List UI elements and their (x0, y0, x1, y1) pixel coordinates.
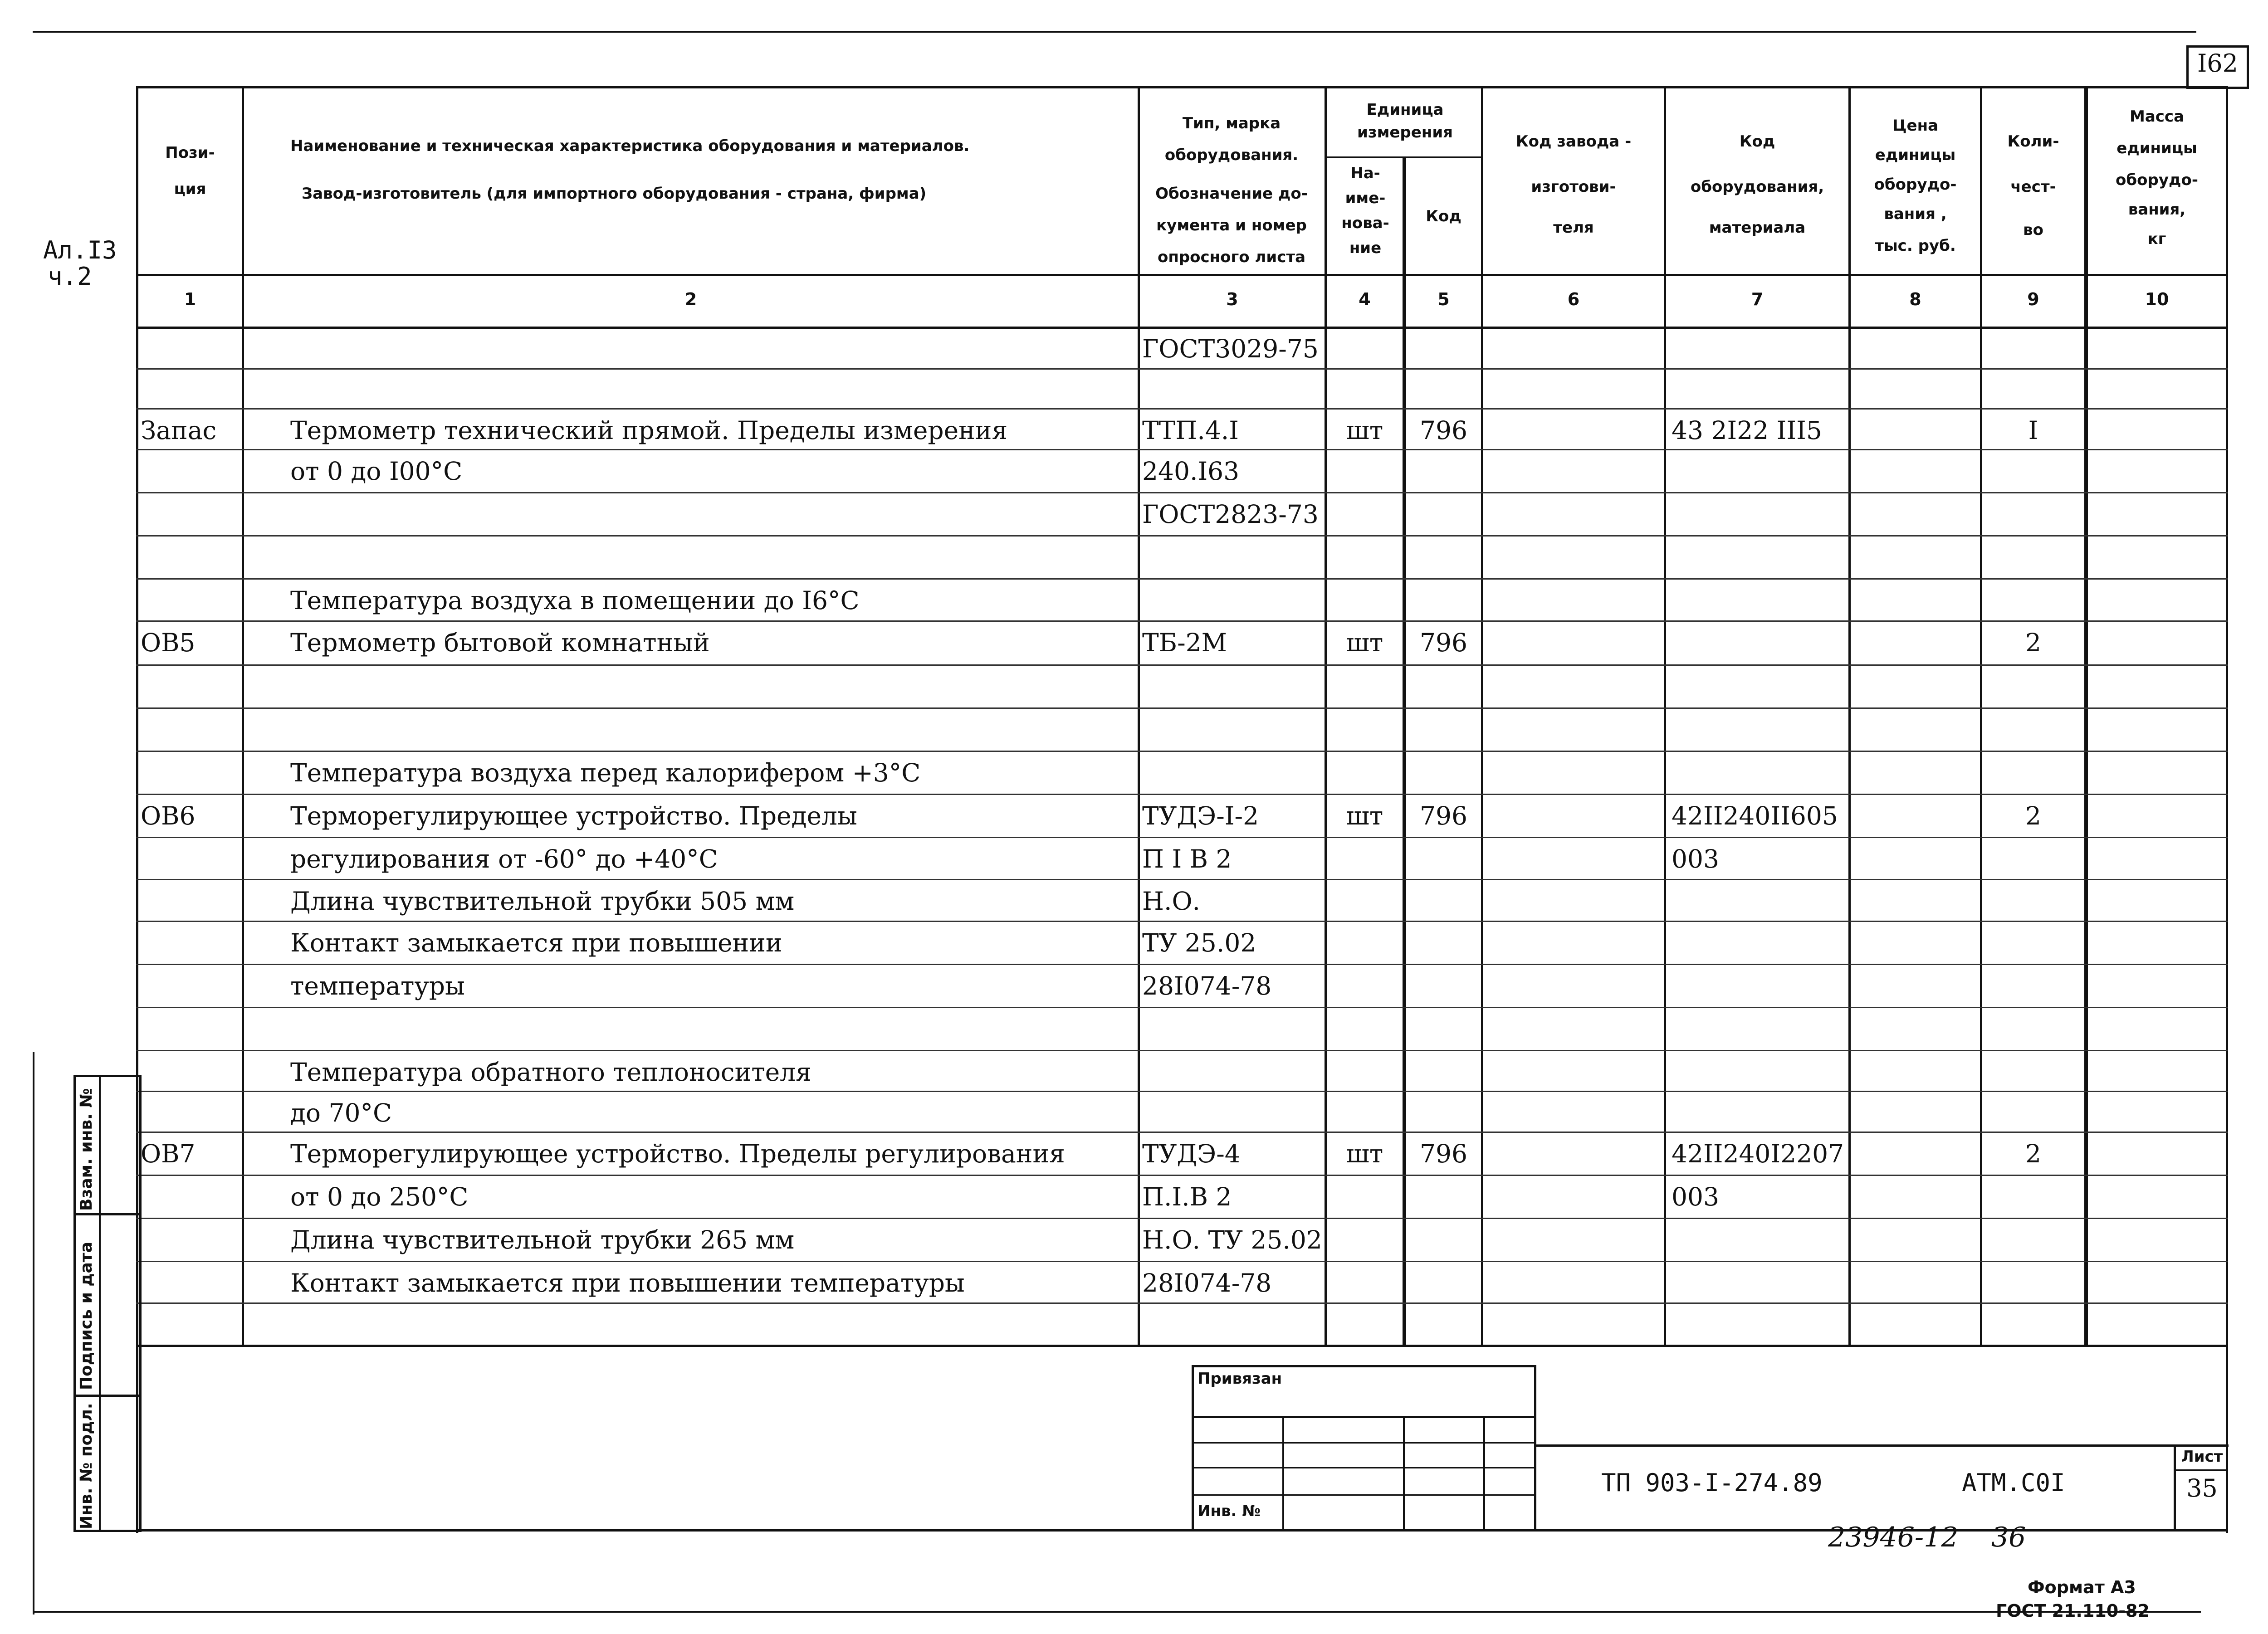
side-label-podpis: Подпись и дата (77, 1242, 96, 1390)
cell-equipment-code: 43 2I22 III5 (1672, 416, 1822, 445)
header-col3-line4: кумента и номер (1156, 216, 1307, 234)
side-stamp-divider (99, 1075, 101, 1532)
format-label: Формат А3 (2028, 1577, 2136, 1597)
margin-label-line1: Ал.I3 (43, 236, 117, 264)
header-col8-line4: вания , (1884, 205, 1947, 223)
cell-type: 240.I63 (1142, 457, 1240, 486)
unit-group-divider (1325, 156, 1483, 158)
cell-unit-code: 796 (1420, 801, 1467, 830)
cell-name: от 0 до I00°C (290, 457, 463, 486)
cell-name: Температура воздуха перед калорифером +3°C (290, 758, 921, 787)
header-col9-line3: во (2023, 221, 2043, 239)
row-separator (136, 879, 2228, 880)
cell-name: Температура обратного теплоносителя (290, 1058, 811, 1087)
cell-unit-code: 796 (1420, 1139, 1467, 1168)
header-col6-line1: Код завода - (1515, 132, 1632, 151)
header-col9-line1: Коли- (2007, 132, 2059, 151)
header-col10-line3: оборудо- (2116, 171, 2198, 189)
header-col8-line5: тыс. руб. (1875, 237, 1956, 255)
cell-position: Запас (141, 416, 217, 445)
cell-type: ТБ-2М (1142, 628, 1227, 657)
row-separator (136, 707, 2228, 709)
header-col6-line3: теля (1553, 219, 1594, 237)
cell-type: 28I074-78 (1142, 971, 1272, 1000)
cell-unit: шт (1346, 416, 1383, 445)
cell-unit: шт (1346, 628, 1383, 657)
row-separator (136, 921, 2228, 922)
cell-equipment-code: 003 (1672, 844, 1719, 873)
header-col4-line4: ние (1349, 239, 1382, 257)
cell-type: ТУ 25.02 (1142, 928, 1256, 957)
row-separator (136, 620, 2228, 622)
list-label: Лист (2181, 1448, 2223, 1466)
cell-equipment-code: 42II240I2207 (1672, 1139, 1844, 1168)
colnum-10: 10 (2145, 289, 2169, 309)
side-label-inv-podl: Инв. № подл. (77, 1403, 96, 1529)
left-outer-border (33, 1052, 34, 1614)
row-separator (136, 535, 2228, 537)
colnum-2: 2 (684, 289, 697, 309)
colnum-bottom-border (136, 327, 2228, 329)
row-separator (136, 1302, 2228, 1304)
row-separator (136, 1175, 2228, 1176)
header-unit-line1: Единица (1366, 101, 1444, 119)
header-col7-line2: оборудования, (1690, 178, 1824, 196)
row-separator (136, 1261, 2228, 1262)
header-unit-line2: измерения (1357, 123, 1453, 141)
cell-equipment-code: 42II240II605 (1672, 801, 1838, 830)
row-separator (136, 368, 2228, 370)
cell-quantity: 2 (2025, 1139, 2041, 1168)
colnum-3: 3 (1226, 289, 1238, 309)
row-separator (136, 794, 2228, 795)
col-sep-2 (1138, 86, 1140, 1347)
cell-quantity: 2 (2025, 628, 2041, 657)
cell-unit-code: 796 (1420, 628, 1467, 657)
cell-equipment-code: 003 (1672, 1182, 1719, 1211)
privyazan-col-2 (1403, 1416, 1405, 1532)
table-top-border (136, 86, 2228, 88)
colnum-1: 1 (184, 289, 196, 309)
cell-name: Терморегулирующее устройство. Пределы (290, 801, 857, 830)
header-col10-line1: Масса (2129, 107, 2185, 126)
header-col3-line5: опросного листа (1157, 248, 1306, 266)
row-separator (136, 1218, 2228, 1219)
doc-code: ТП 903-I-274.89 (1601, 1468, 1823, 1497)
row-separator (136, 964, 2228, 965)
colnum-9: 9 (2027, 289, 2039, 309)
table-bottom-border (136, 1345, 2228, 1347)
gost-label: ГОСТ 21.110-82 (1996, 1601, 2150, 1619)
row-separator (136, 492, 2228, 493)
header-col8-line1: Цена (1892, 117, 1939, 135)
cell-type: ТУДЭ-I-2 (1142, 801, 1259, 830)
colnum-6: 6 (1567, 289, 1580, 309)
cell-unit-code: 796 (1420, 416, 1467, 445)
cell-unit: шт (1346, 801, 1383, 830)
privyazan-col-3 (1483, 1416, 1485, 1532)
header-col10-line4: вания, (2128, 200, 2186, 219)
handwritten-archive-number: 23946-12 (1828, 1522, 1959, 1553)
cell-name: Термометр технический прямой. Пределы измерения (290, 416, 1008, 445)
list-box-divider (2174, 1469, 2228, 1471)
cell-name: Контакт замыкается при повышении (290, 928, 782, 957)
header-col3-line3: Обозначение до- (1155, 185, 1308, 203)
cell-name: Термометр бытовой комнатный (290, 628, 710, 657)
doc-mark: АТМ.С0I (1962, 1468, 2065, 1497)
cell-type: ТУДЭ-4 (1142, 1139, 1241, 1168)
cell-type: ГОСТ3029-75 (1142, 334, 1319, 363)
margin-label-line2: ч.2 (48, 262, 92, 291)
header-col2-line1: Наименование и техническая характеристика оборудования и материалов. (290, 137, 970, 155)
colnum-8: 8 (1909, 289, 1921, 309)
handwritten-page-number: 36 (1991, 1522, 2026, 1553)
row-separator (136, 578, 2228, 580)
col-sep-9 (2084, 86, 2088, 1347)
col-sep-5 (1481, 86, 1483, 1347)
bottom-outer-border (33, 1611, 2201, 1613)
cell-name: до 70°C (290, 1098, 392, 1127)
cell-name: Контакт замыкается при повышении температуры (290, 1268, 965, 1297)
top-border (33, 31, 2196, 33)
side-stamp-sep-1 (73, 1213, 142, 1215)
col-sep-6 (1664, 86, 1666, 1347)
row-separator (136, 408, 2228, 410)
cell-type: П I В 2 (1142, 844, 1232, 873)
cell-type: Н.О. (1142, 887, 1201, 916)
header-col6-line2: изготови- (1531, 178, 1616, 196)
row-separator (136, 1050, 2228, 1051)
header-col8-line3: оборудо- (1874, 176, 1957, 194)
cell-type: Н.О. ТУ 25.02 (1142, 1225, 1322, 1254)
cell-type: 28I074-78 (1142, 1268, 1272, 1297)
side-label-vzam: Взам. инв. № (77, 1088, 96, 1211)
row-separator (136, 449, 2228, 450)
privyazan-label: Привязан (1198, 1370, 1282, 1388)
row-separator (136, 751, 2228, 752)
header-col3-line2: оборудования. (1164, 146, 1299, 164)
inv-no-label: Инв. № (1198, 1502, 1261, 1520)
header-col1-line2: ция (174, 180, 206, 198)
row-separator (136, 1091, 2228, 1092)
cell-position: ОВ6 (141, 801, 196, 830)
header-bottom-border (136, 274, 2228, 276)
header-col10-line5: кг (2147, 230, 2166, 248)
cell-name: Температура воздуха в помещении до I6°C (290, 586, 860, 615)
cell-type: ТТП.4.I (1142, 416, 1239, 445)
col-sep-1 (242, 86, 244, 1347)
sheet-number: I62 (2197, 49, 2239, 78)
header-col3-line1: Тип, марка (1182, 114, 1281, 132)
header-col5: Код (1426, 207, 1461, 225)
side-stamp-sep-2 (73, 1395, 142, 1397)
header-col4-line1: На- (1350, 164, 1380, 182)
cell-name: от 0 до 250°C (290, 1182, 469, 1211)
colnum-4: 4 (1359, 289, 1371, 309)
cell-name: температуры (290, 971, 465, 1000)
cell-position: ОВ7 (141, 1139, 196, 1168)
header-col10-line2: единицы (2116, 139, 2197, 157)
header-col8-line2: единицы (1875, 146, 1956, 164)
cell-type: ГОСТ2823-73 (1142, 500, 1319, 529)
col-sep-7 (1848, 86, 1851, 1347)
cell-quantity: I (2028, 416, 2038, 445)
cell-type: П.I.В 2 (1142, 1182, 1232, 1211)
row-separator (136, 664, 2228, 666)
row-separator (136, 837, 2228, 838)
row-separator (136, 1132, 2228, 1133)
colnum-5: 5 (1437, 289, 1450, 309)
colnum-7: 7 (1751, 289, 1764, 309)
stamp-title-top-line (1535, 1444, 2229, 1447)
cell-name: Длина чувствительной трубки 505 мм (290, 887, 795, 916)
cell-quantity: 2 (2025, 801, 2041, 830)
header-col7-line3: материала (1709, 219, 1806, 237)
cell-name: Терморегулирующее устройство. Пределы регулирования (290, 1139, 1065, 1168)
header-col4-line3: нова- (1341, 214, 1389, 232)
cell-name: регулирования от -60° до +40°C (290, 844, 718, 873)
table-right-border (2226, 86, 2228, 1533)
row-separator (136, 1007, 2228, 1008)
header-col9-line2: чест- (2010, 178, 2056, 196)
privyazan-col-1 (1282, 1416, 1284, 1532)
cell-name: Длина чувствительной трубки 265 мм (290, 1225, 795, 1254)
cell-unit: шт (1346, 1139, 1383, 1168)
cell-position: ОВ5 (141, 628, 196, 657)
header-col7-line1: Код (1739, 132, 1775, 151)
header-col2-line2: Завод-изготовитель (для импортного оборудования - страна, фирма) (302, 185, 927, 203)
list-number: 35 (2186, 1474, 2218, 1502)
header-col1-line1: Пози- (165, 144, 215, 162)
header-col4-line2: име- (1345, 189, 1386, 207)
